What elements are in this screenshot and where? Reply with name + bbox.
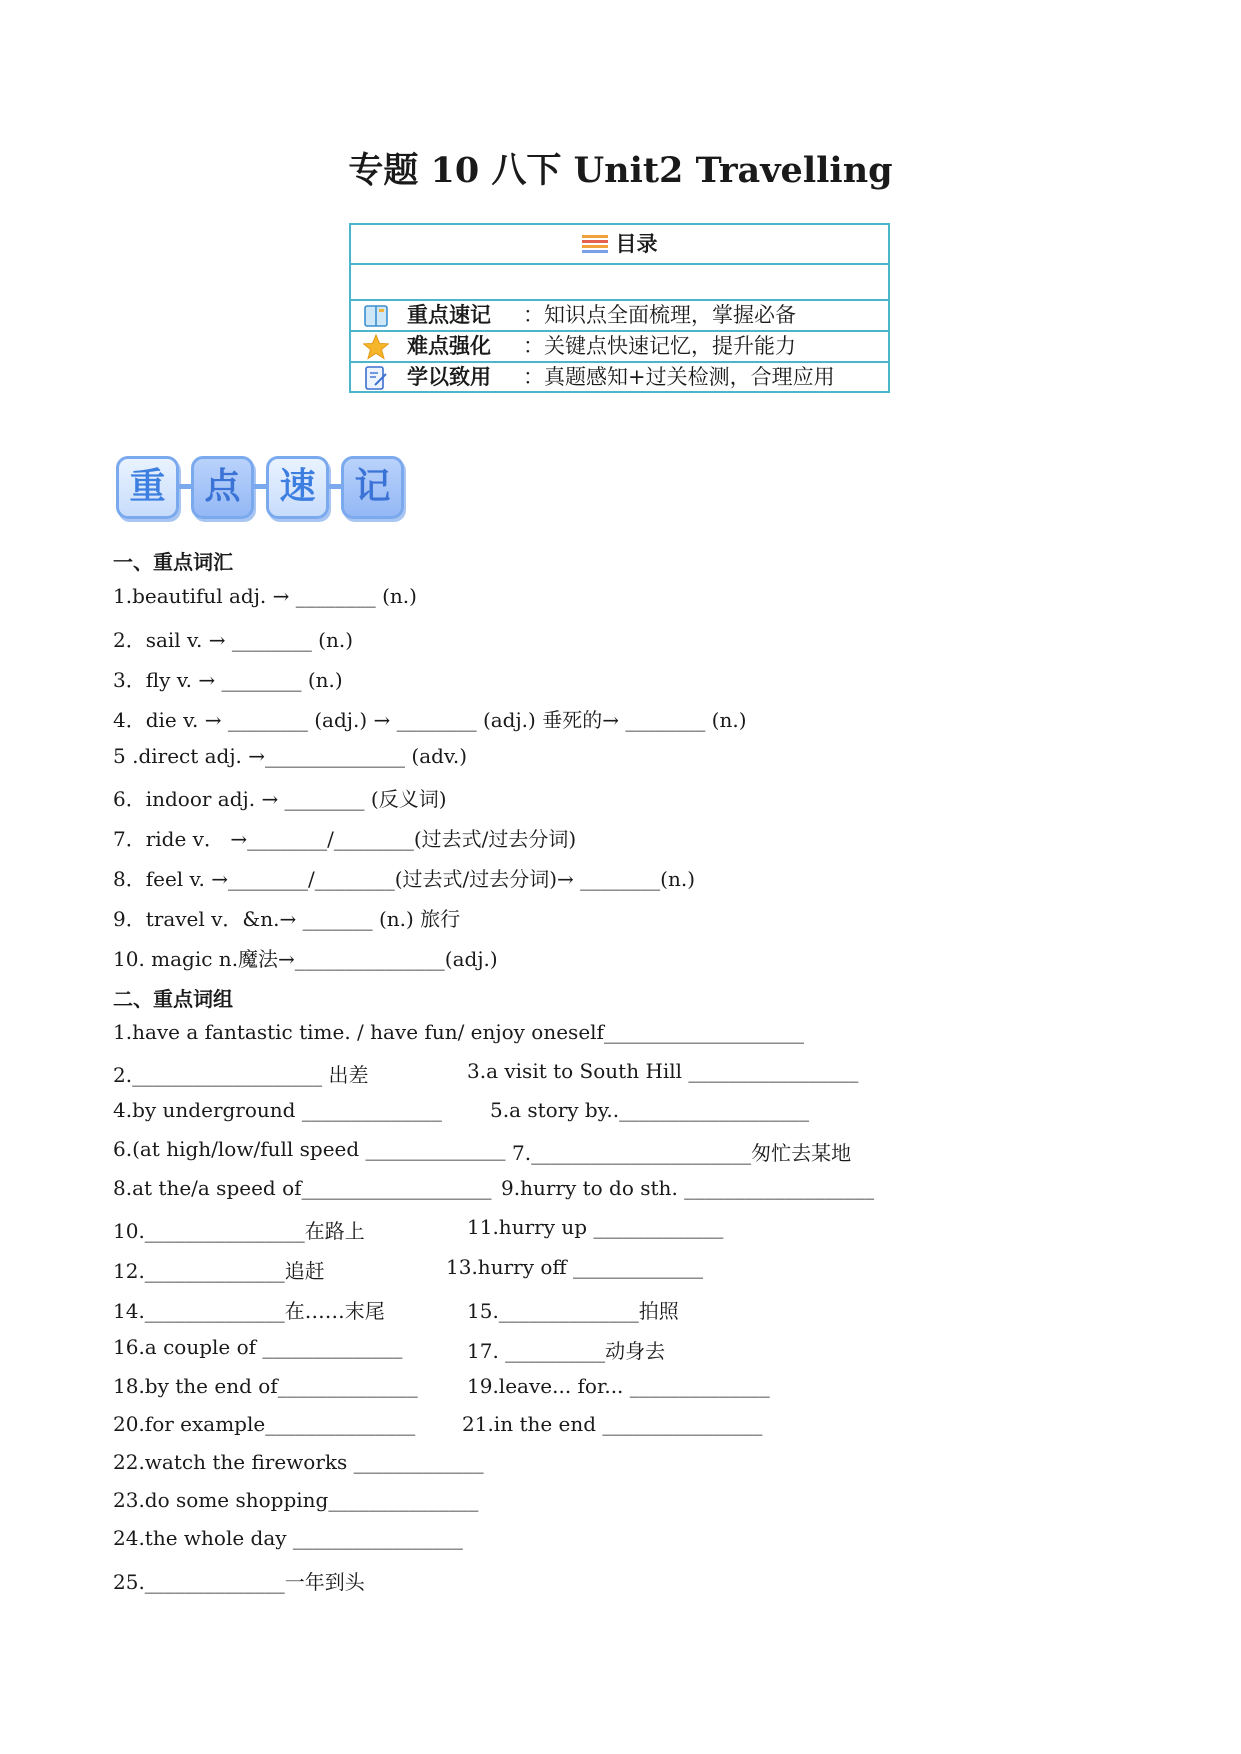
phrase-item: 19.leave... for... ______________	[467, 1374, 770, 1398]
toc-row-desc: ：关键点快速记忆，提升能力	[523, 334, 796, 358]
book-icon	[363, 303, 389, 329]
toc-header	[351, 225, 888, 265]
toc-row-key-points[interactable]	[351, 301, 888, 332]
banner-badge: 点	[191, 456, 254, 519]
list-icon	[582, 234, 608, 254]
toc-row-label: 难点强化	[407, 334, 491, 358]
vocab-item: 9．travel v．&n.→ _______ (n.) 旅行	[113, 907, 461, 931]
phrase-item: 12.______________追赶	[113, 1259, 325, 1283]
phrase-item: 11.hurry up _____________	[467, 1215, 724, 1239]
phrase-item: 16.a couple of ______________	[113, 1335, 403, 1359]
vocab-item: 10. magic n.魔法→_______________(adj.)	[113, 947, 498, 971]
toc-row-desc: ：知识点全面梳理，掌握必备	[523, 303, 796, 327]
toc-row-application[interactable]	[351, 363, 888, 392]
vocab-item: 3．fly v. → ________ (n.)	[113, 668, 343, 692]
banner-badge: 记	[341, 456, 404, 519]
toc-row-difficult-points[interactable]	[351, 332, 888, 363]
toc-header-label: 目录	[615, 232, 658, 256]
banner-badge: 重	[116, 456, 179, 519]
page-title: 专题 10 八下 Unit2 Travelling	[348, 150, 893, 191]
toc-blank-row	[351, 265, 888, 301]
vocab-item: 7．ride v． →________/________(过去式/过去分词)	[113, 827, 577, 851]
phrase-item: 7.______________________匆忙去某地	[512, 1141, 852, 1165]
vocab-item: 8．feel v. →________/________(过去式/过去分词)→ ________(n.)	[113, 867, 695, 891]
section-banner	[116, 450, 416, 525]
phrase-item: 10.________________在路上	[113, 1219, 365, 1243]
phrase-item: 17. __________动身去	[467, 1339, 666, 1363]
vocab-item: 1.beautiful adj. → ________ (n.)	[113, 584, 417, 608]
toc-row-label: 学以致用	[407, 365, 491, 389]
section-heading-phrases: 二、重点词组	[113, 987, 233, 1011]
vocab-item: 5 .direct adj. →______________ (adv.)	[113, 744, 468, 768]
section-heading-vocabulary: 一、重点词汇	[113, 550, 233, 574]
phrase-item: 9.hurry to do sth. ___________________	[501, 1176, 875, 1200]
phrase-item: 21.in the end ________________	[462, 1412, 763, 1436]
banner-connector	[329, 484, 341, 489]
edit-note-icon	[363, 365, 389, 391]
star-icon	[363, 334, 389, 360]
banner-badge: 速	[266, 456, 329, 519]
vocab-item: 6．indoor adj. → ________ (反义词)	[113, 787, 447, 811]
phrase-item: 23.do some shopping_______________	[113, 1488, 479, 1512]
phrase-item: 25.______________一年到头	[113, 1570, 365, 1594]
phrase-item: 15.______________拍照	[467, 1299, 679, 1323]
banner-connector	[179, 484, 191, 489]
banner-connector	[254, 484, 266, 489]
vocab-item: 4．die v. → ________ (adj.) → ________ (adj.) 垂死的→ ________ (n.)	[113, 708, 747, 732]
phrase-item: 6.(at high/low/full speed ______________	[113, 1137, 506, 1161]
phrase-item: 24.the whole day _________________	[113, 1526, 463, 1550]
phrase-item: 4.by underground ______________	[113, 1098, 442, 1122]
table-of-contents	[349, 223, 890, 393]
toc-row-desc: ：真题感知+过关检测，合理应用	[523, 365, 835, 389]
phrase-item: 3.a visit to South Hill _________________	[467, 1059, 859, 1083]
phrase-item: 5.a story by..___________________	[490, 1098, 810, 1122]
phrase-item: 13.hurry off _____________	[446, 1255, 703, 1279]
vocab-item: 2．sail v. → ________ (n.)	[113, 628, 354, 652]
phrase-item: 22.watch the fireworks _____________	[113, 1450, 484, 1474]
phrase-item: 1.have a fantastic time. / have fun/ enjoy oneself____________________	[113, 1020, 804, 1044]
toc-row-label: 重点速记	[407, 303, 491, 327]
phrase-item: 18.by the end of______________	[113, 1374, 418, 1398]
phrase-item: 2.___________________ 出差	[113, 1063, 369, 1087]
phrase-item: 14.______________在……末尾	[113, 1299, 385, 1323]
phrase-item: 8.at the/a speed of___________________	[113, 1176, 492, 1200]
phrase-item: 20.for example_______________	[113, 1412, 416, 1436]
